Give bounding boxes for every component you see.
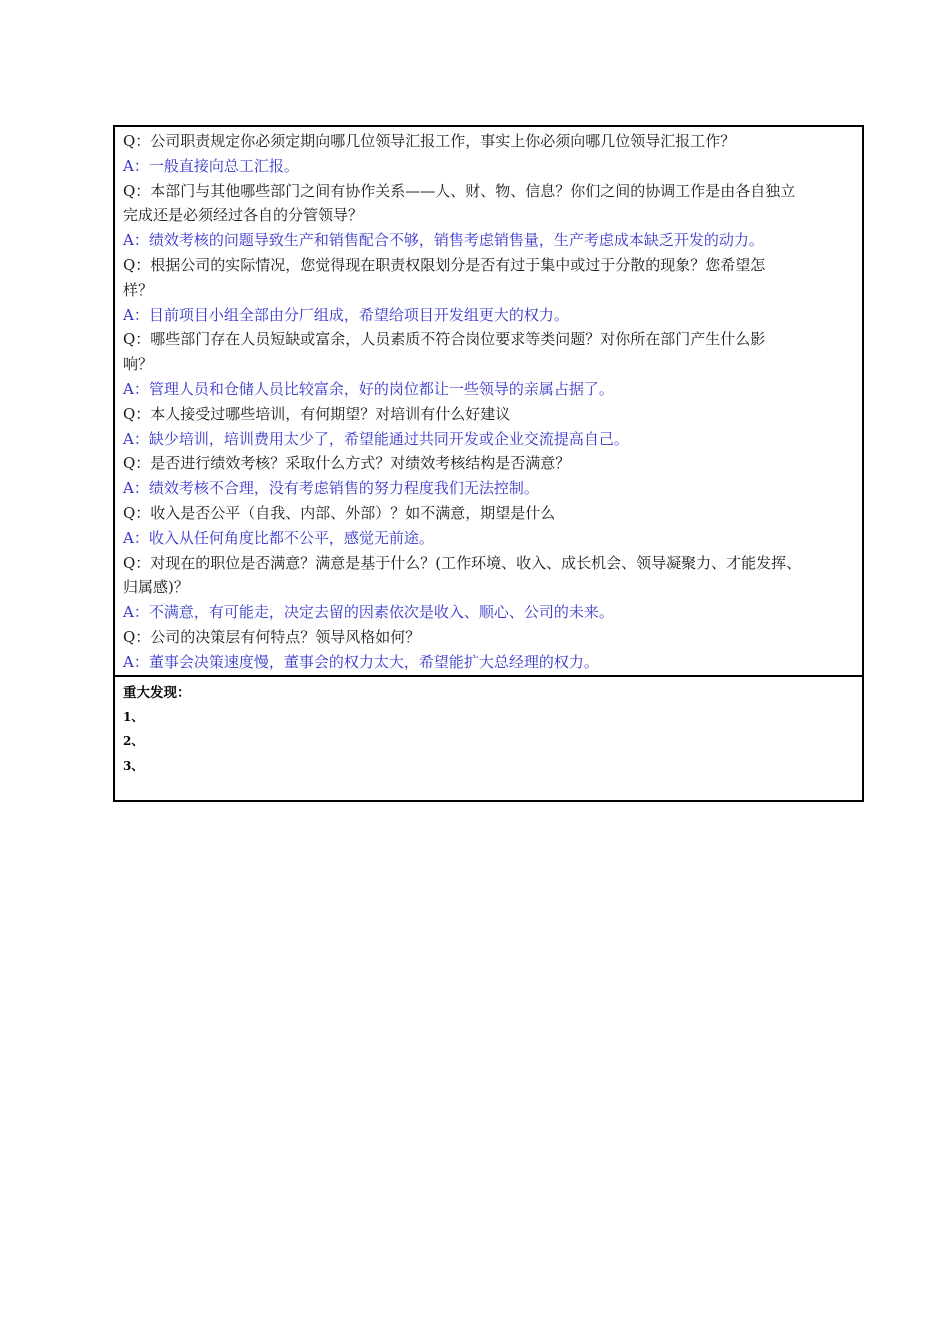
- answer-line: A：不满意，有可能走，决定去留的因素依次是收入、顺心、公司的未来。: [123, 603, 614, 622]
- answer-line: A：绩效考核的问题导致生产和销售配合不够，销售考虑销售量，生产考虑成本缺乏开发的动力。: [123, 231, 764, 250]
- answer-line: A：目前项目小组全部由分厂组成，希望给项目开发组更大的权力。: [123, 305, 569, 324]
- question-line: 完成还是必须经过各自的分管领导？: [123, 206, 364, 225]
- answer-line: A：董事会决策速度慢，董事会的权力太大，希望能扩大总经理的权力。: [123, 652, 599, 671]
- question-line: Q：公司职责规定你必须定期向哪几位领导汇报工作，事实上你必须向哪几位领导汇报工作？: [123, 132, 736, 150]
- question-line: Q：对现在的职位是否满意？满意是基于什么？(工作环境、收入、成长机会、领导凝聚力、才能发挥、: [123, 553, 802, 572]
- findings-item: 2、: [123, 734, 144, 749]
- answer-line: A：管理人员和仓储人员比较富余，好的岗位都让一些领导的亲属占据了。: [123, 379, 614, 398]
- answer-line: A：缺少培训，培训费用太少了，希望能通过共同开发或企业交流提高自己。: [123, 429, 629, 448]
- qa-section: [115, 127, 862, 675]
- question-line: Q：收入是否公平（自我、内部、外部）？如不满意，期望是什么: [123, 503, 556, 522]
- answer-line: A：一般直接向总工汇报。: [123, 156, 299, 175]
- question-line: Q：本部门与其他哪些部门之间有协作关系——人、财、物、信息？你们之间的协调工作是由各自独立: [123, 181, 796, 200]
- question-line: Q：本人接受过哪些培训，有何期望？对培训有什么好建议: [123, 404, 511, 423]
- findings-item: 1、: [123, 709, 144, 724]
- question-line: Q：公司的决策层有何特点？领导风格如何？: [123, 627, 421, 646]
- findings-section: [115, 675, 862, 800]
- question-line: Q：是否进行绩效考核？采取什么方式？对绩效考核结构是否满意？: [123, 454, 571, 473]
- findings-title: 重大发现：: [123, 684, 191, 701]
- answer-line: A：绩效考核不合理，没有考虑销售的努力程度我们无法控制。: [123, 479, 539, 498]
- question-line: Q：哪些部门存在人员短缺或富余，人员素质不符合岗位要求等类问题？对你所在部门产生什么影: [123, 330, 766, 349]
- answer-line: A：收入从任何角度比都不公平，感觉无前途。: [123, 528, 434, 547]
- question-line: 响？: [123, 355, 154, 374]
- question-line: 归属感)？: [123, 578, 189, 597]
- question-line: 样？: [123, 280, 154, 299]
- interview-table: [113, 125, 864, 802]
- findings-item: 3、: [123, 758, 144, 773]
- question-line: Q：根据公司的实际情况，您觉得现在职责权限划分是否有过于集中或过于分散的现象？您希望怎: [123, 255, 766, 274]
